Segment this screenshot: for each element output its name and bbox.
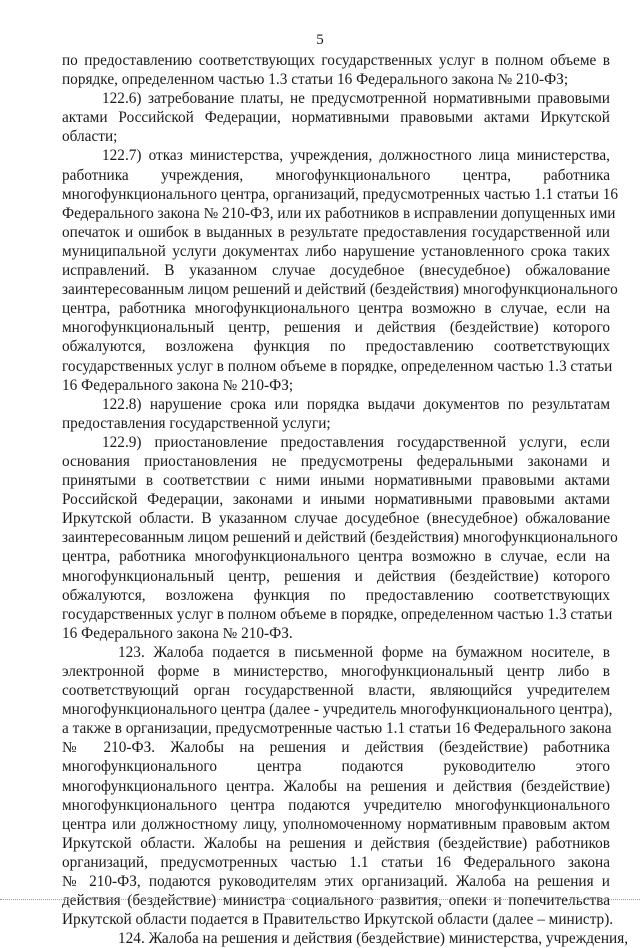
text-line: основания приостановления не предусмотрены федеральными законами и [62, 452, 610, 470]
text-line: государственных услуг в полном объеме в порядке, определенном частью 1.3 статьи [62, 357, 613, 375]
paragraph [62, 89, 610, 146]
text-line: многофункциональный центр, решения и действия (бездействие) которого [62, 319, 610, 337]
text-line: центра, работника многофункционального центра возможно в случае, если на [62, 300, 610, 318]
text-line: 16 Федерального закона № 210-ФЗ; [62, 376, 294, 394]
text-line: области; [62, 128, 118, 146]
document-body [62, 51, 629, 948]
text-line: 124. Жалоба на решения и действия (бездействие) министерства, учреждения, [118, 930, 629, 948]
paragraph [62, 433, 618, 643]
text-line: а также в организации, предусмотренные частью 1.1 статьи 16 Федерального закона [62, 720, 612, 738]
text-line: организаций, предусмотренных частью 1.1 статьи 16 Федерального закона [62, 853, 610, 871]
text-line: многофункционального центра подаются руководителю этого [62, 758, 610, 776]
paragraph [62, 51, 610, 89]
text-line: Иркутской области. Жалобы на решения и действия (бездействие) работников [62, 834, 610, 852]
text-line: порядке, определенном частью 1.3 статьи 16 Федерального закона № 210-ФЗ; [62, 71, 569, 89]
text-line: 122.8) нарушение срока или порядка выдачи документов по результатам [102, 395, 610, 413]
text-line: актами Российской Федерации, нормативными правовыми актами Иркутской [62, 109, 610, 127]
paragraph [62, 395, 610, 433]
text-line: № 210-ФЗ, подаются руководителям этих организаций. Жалоба на решения и [62, 873, 610, 891]
paragraph [62, 929, 629, 948]
text-line: заинтересованным лицом решений и действий (бездействия) многофункционального [62, 281, 618, 299]
text-line: Иркутской области. В указанном случае досудебное (внесудебное) обжалование [62, 510, 610, 528]
text-line: Федерального закона № 210-ФЗ, или их работников в исправлении допущенных ими [62, 204, 616, 222]
text-line: центра или должностному лицу, уполномоченному нормативным правовым актом [62, 815, 610, 833]
text-line: 16 Федерального закона № 210-ФЗ. [62, 624, 293, 642]
page-number: 5 [316, 32, 324, 48]
text-line: многофункционального центра, организаций, предусмотренных частью 1.1 статьи 16 [62, 185, 619, 203]
text-line: 122.9) приостановление предоставления государственной услуги, если [102, 433, 610, 451]
text-line: заинтересованным лицом решений и действий (бездействия) многофункционального [62, 529, 618, 547]
text-line: соответствующий орган государственной власти, являющийся учредителем [62, 682, 610, 700]
text-line: действия (бездействие) министра социального развития, опеки и попечительства [62, 892, 610, 910]
paragraph [62, 146, 619, 394]
text-line: многофункционального центра. Жалобы на решения и действия (бездействие) [62, 777, 610, 795]
text-line: опечаток и ошибок в выданных в результате предоставления государственной или [62, 223, 610, 241]
text-line: 123. Жалоба подается в письменной форме на бумажном носителе, в [118, 643, 610, 661]
text-line: № 210-ФЗ. Жалобы на решения и действия (бездействие) работника [62, 739, 610, 757]
text-line: 122.7) отказ министерства, учреждения, должностного лица министерства, [102, 147, 610, 165]
text-line: обжалуются, возложена функция по предоставлению соответствующих [62, 586, 610, 604]
text-line: Иркутской области подается в Правительство Иркутской области (далее – министр). [62, 911, 614, 929]
paragraph [62, 643, 614, 929]
text-line: многофункционального центра подаются учредителю многофункционального [62, 796, 610, 814]
text-line: предоставления государственной услуги; [62, 414, 331, 432]
text-line: Российской Федерации, законами и иными нормативными правовыми актами [62, 491, 610, 509]
text-line: 122.6) затребование платы, не предусмотренной нормативными правовыми [102, 90, 610, 108]
text-line: принятыми в соответствии с ними иными нормативными правовыми актами [62, 472, 610, 490]
scan-edge-rule [0, 899, 640, 900]
text-line: центра, работника многофункционального центра возможно в случае, если на [62, 548, 610, 566]
text-line: по предоставлению соответствующих государственных услуг в полном объеме в [62, 52, 610, 69]
text-line: многофункционального центра (далее - учредитель многофункционального центра), [62, 701, 613, 719]
text-line: исправлений. В указанном случае досудебное (внесудебное) обжалование [62, 262, 610, 280]
text-line: многофункциональный центр, решения и действия (бездействие) которого [62, 567, 610, 585]
text-line: работника учреждения, многофункционального центра, работника [62, 166, 610, 184]
text-line: обжалуются, возложена функция по предоставлению соответствующих [62, 338, 610, 356]
text-line: муниципальной услуги документах либо нарушение установленного срока таких [62, 242, 610, 260]
text-line: государственных услуг в полном объеме в порядке, определенном частью 1.3 статьи [62, 605, 613, 623]
text-line: электронной форме в министерство, многофункциональный центр либо в [62, 663, 610, 680]
